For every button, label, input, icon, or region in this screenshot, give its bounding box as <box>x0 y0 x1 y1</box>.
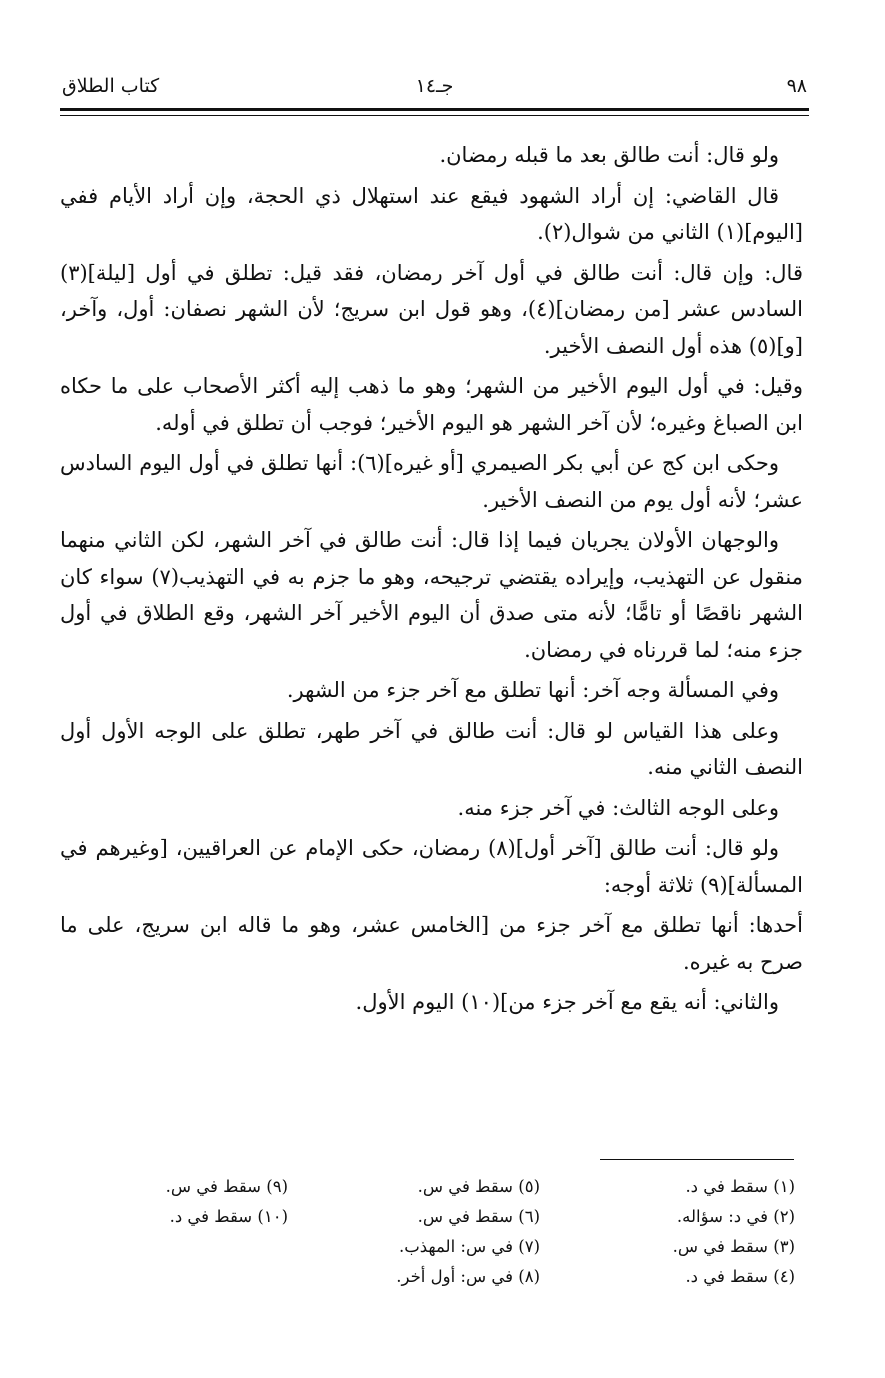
paragraph: والوجهان الأولان يجريان فيما إذا قال: أنت طالق في آخر الشهر، لكن الثاني منهما منقول عن التهذيب، وإيراده يقتضي ترجيحه، وهو ما جزم به في التهذيب(٧) سواء كان الشهر ناقصًا أو تامًّا؛ لأنه متى صدق أن اليوم الأخير آخر الشهر، وقع الطلاق في أول جزء منه؛ لما قررناه في رمضان. <box>60 528 804 662</box>
footnotes-column-3 <box>98 1172 288 1232</box>
footnotes-column-1 <box>575 1172 795 1292</box>
paragraph: ولو قال: أنت طالق بعد ما قبله رمضان. <box>439 143 779 167</box>
paragraph: وعلى هذا القياس لو قال: أنت طالق في آخر طهر، تطلق على الوجه الأول أول النصف الثاني منه. <box>60 718 803 779</box>
footnote: (٦) سقط في س. <box>417 1207 540 1226</box>
paragraph: وعلى الوجه الثالث: في آخر جزء منه. <box>457 795 779 820</box>
footnote: (١٠) سقط في د. <box>169 1207 288 1226</box>
footnotes-column-2 <box>320 1172 540 1292</box>
paragraph: وقيل: في أول اليوم الأخير من الشهر؛ وهو ما ذهب إليه أكثر الأصحاب على ما حكاه ابن الصباغ وغيره؛ لأن آخر الشهر هو اليوم الأخير؛ فوجب أن تطلق في أوله. <box>60 374 803 435</box>
page-header <box>62 74 807 104</box>
footnote-separator <box>600 1159 794 1160</box>
footnote: (٩) سقط في س. <box>165 1177 288 1196</box>
paragraph: ولو قال: أنت طالق [آخر أول](٨) رمضان، حكى الإمام عن العراقيين، [وغيرهم في المسألة](٩) ثلاثة أوجه: <box>60 836 803 897</box>
paragraph: أحدها: أنها تطلق مع آخر جزء من [الخامس عشر، وهو ما قاله ابن سريج، على ما صرح به غيره. <box>60 913 803 974</box>
footnote: (٨) في س: أول أخر. <box>396 1267 540 1286</box>
header-rule-thin <box>60 115 809 116</box>
volume-label: جـ١٤ <box>415 75 454 97</box>
header-rule-thick <box>60 108 809 111</box>
paragraph: وحكى ابن كج عن أبي بكر الصيمري [أو غيره](٦): أنها تطلق في أول اليوم السادس عشر؛ لأنه أول يوم من النصف الأخير. <box>60 451 803 512</box>
footnote: (٣) سقط في س. <box>672 1237 795 1256</box>
paragraph: قال القاضي: إن أراد الشهود فيقع عند استهلال ذي الحجة، وإن أراد الأيام ففي [اليوم](١) الثاني من شوال(٢). <box>60 183 803 244</box>
footnote: (٤) سقط في د. <box>685 1267 795 1286</box>
footnote: (١) سقط في د. <box>685 1177 795 1196</box>
footnote: (٢) في د: سؤاله. <box>676 1207 795 1226</box>
paragraph: وفي المسألة وجه آخر: أنها تطلق مع آخر جزء من الشهر. <box>286 678 779 702</box>
paragraph: والثاني: أنه يقع مع آخر جزء من](١٠) اليوم الأول. <box>355 990 779 1014</box>
book-title: كتاب الطلاق <box>62 75 160 97</box>
paragraph: قال: وإن قال: أنت طالق في أول آخر رمضان، فقد قيل: تطلق في أول [ليلة](٣) السادس عشر [من رمضان](٤)، وهو قول ابن سريج؛ لأن الشهر نصفان: أول، وآخر، [و](٥) هذه أول النصف الأخير. <box>60 260 803 358</box>
body-text <box>60 137 803 1025</box>
footnote: (٥) سقط في س. <box>417 1177 540 1196</box>
page-number: ٩٨ <box>786 75 807 97</box>
footnote: (٧) في س: المهذب. <box>398 1237 540 1256</box>
